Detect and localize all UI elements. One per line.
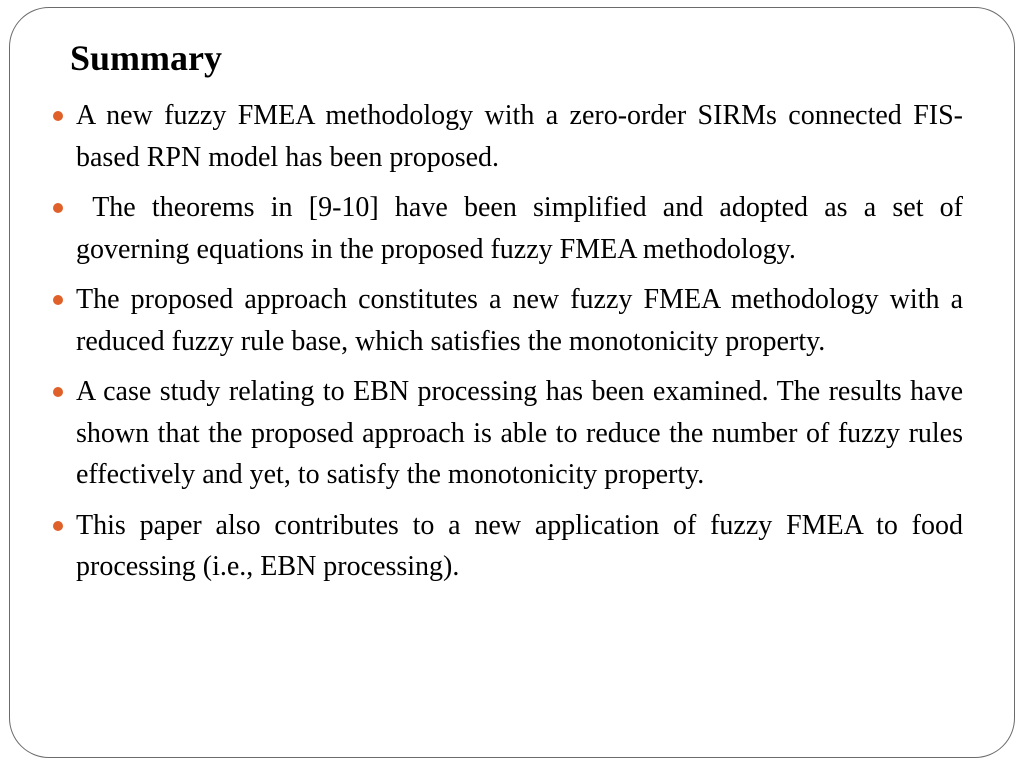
bullet-dot-icon [53,295,63,305]
bullet-dot-icon [53,521,63,531]
bullet-text: The proposed approach constitutes a new fuzzy FMEA methodology with a reduced fuzzy rule base, which satisfies the monotonicity property. [76,284,963,357]
bullet-item [76,187,970,270]
bullet-dot-icon [53,203,63,213]
bullet-list [76,95,970,597]
bullet-text: The theorems in [9-10] have been simplified and adopted as a set of governing equations in the proposed fuzzy FMEA methodology. [76,192,970,265]
bullet-dot-icon [53,111,63,121]
bullet-text: A new fuzzy FMEA methodology with a zero-order SIRMs connected FIS-based RPN model has been proposed. [76,100,963,173]
bullet-dot-icon [53,387,63,397]
bullet-item [76,505,963,588]
bullet-item [76,371,963,496]
bullet-item [76,95,963,178]
bullet-text: This paper also contributes to a new application of fuzzy FMEA to food processing (i.e., EBN processing). [76,509,963,582]
bullet-item [76,279,963,362]
slide-title: Summary [70,38,222,78]
bullet-text: A case study relating to EBN processing has been examined. The results have shown that the proposed approach is able to reduce the number of fuzzy rules effectively and yet, to satisfy the monotonicity property. [76,376,963,490]
